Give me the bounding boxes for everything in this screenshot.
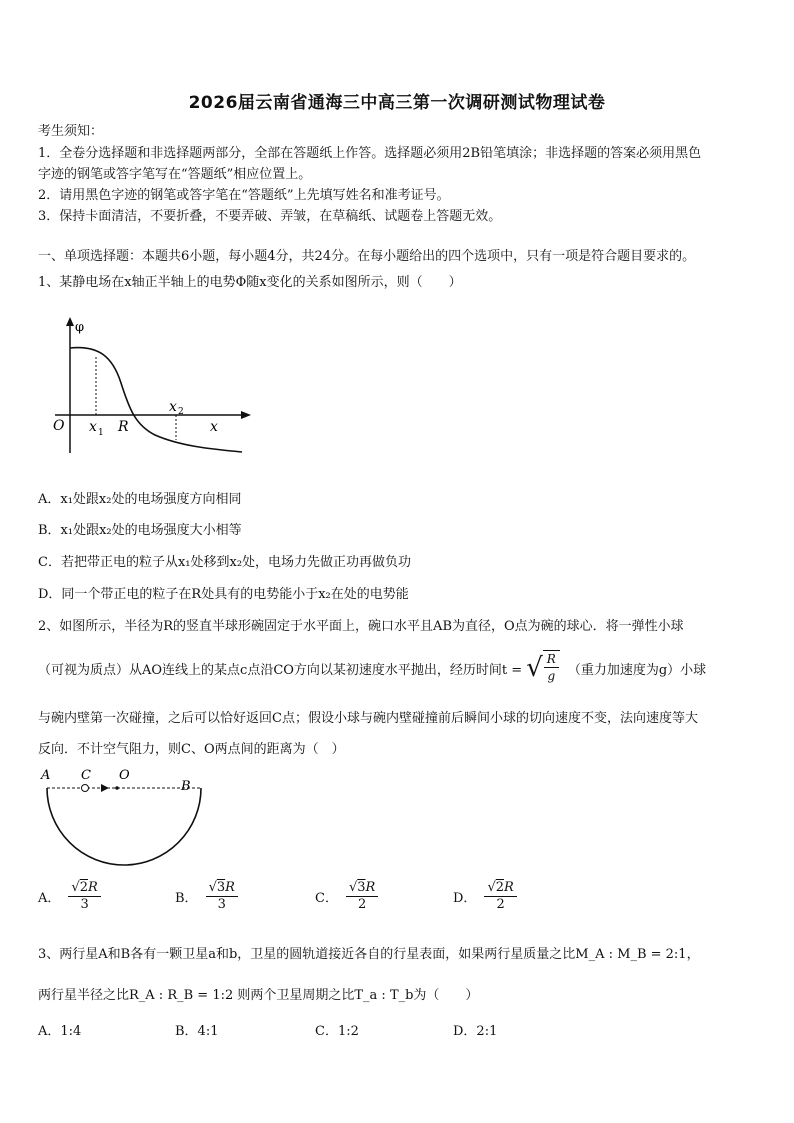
x1-label: x [89, 419, 97, 435]
page-title: 2026届云南省通海三中高三第一次调研测试物理试卷 [188, 93, 606, 113]
r-label: R [118, 419, 129, 435]
point-b-label: B [181, 779, 191, 794]
option-letter: D． [453, 891, 477, 906]
notice-heading: 考生须知： [38, 124, 104, 139]
sqrt-denominator: g [547, 669, 556, 683]
q1-option-d: D．同一个带正电的粒子在R处具有的电势能小于x₂在处的电势能 [38, 587, 409, 602]
sqrt-formula: √ $\frac{R}{g}$ [526, 650, 560, 686]
q1-option-c: C．若把带正电的粒子从x₁处移到x₂处，电场力先做正功再做负功 [38, 555, 412, 570]
question-2-line-1: 2、如图所示，半径为R的竖直半球形碗固定于水平面上，碗口水平且AB为直径，O点为碗的球心．将一弹性小球 [38, 619, 684, 634]
x-axis-label: x [210, 419, 218, 435]
q3-option-b: B．4:1 [175, 1024, 219, 1039]
point-a-label: A [41, 768, 51, 783]
potential-graph [45, 313, 255, 463]
q2-option-a [38, 880, 101, 913]
question-1-stem: 1、某静电场在x轴正半轴上的电势Φ随x变化的关系如图所示，则（ ） [38, 275, 462, 290]
point-c-label: C [81, 768, 91, 783]
question-3-line-1: 3、两行星A和B各有一颗卫星a和b，卫星的圆轨道接近各自的行星表面，如果两行星质量之比M_A : M_B = 2:1， [38, 947, 700, 962]
q3-option-a: A．1:4 [38, 1024, 82, 1039]
q2-text-a: （可视为质点）从AO连线上的某点c点沿CO方向以某初速度水平抛出，经历时间t = [38, 662, 523, 678]
question-2-line-4: 反向．不计空气阻力，则C、O两点间的距离为（ ） [38, 742, 345, 757]
option-letter: B． [175, 891, 198, 906]
question-2-line-2 [38, 650, 706, 686]
x2-subscript: 2 [178, 407, 184, 417]
q1-option-b: B．x₁处跟x₂处的电场强度大小相等 [38, 523, 242, 538]
q2-options [38, 880, 758, 920]
option-fraction: $\frac{√3R}{2}$ [346, 880, 378, 913]
x2-label: x [169, 399, 177, 415]
option-fraction: $\frac{√2R}{3}$ [68, 880, 100, 913]
notice-item-3: 3．保持卡面清洁，不要折叠，不要弄破、弄皱，在草稿纸、试题卷上答题无效。 [38, 209, 502, 224]
option-fraction: $\frac{√2R}{2}$ [484, 880, 516, 913]
q2-option-b [175, 880, 238, 913]
notice-item-1-cont: 字迹的钢笔或答字笔写在“答题纸”相应位置上。 [38, 167, 312, 182]
x1-subscript: 1 [98, 428, 104, 438]
bowl-diagram [35, 765, 210, 875]
notice-item-1: 1．全卷分选择题和非选择题两部分，全部在答题纸上作答。选择题必须用2B铅笔填涂；非选择题的答案必须用黑色 [38, 146, 702, 161]
point-o-label: O [119, 768, 130, 783]
option-letter: A． [38, 891, 61, 906]
notice-item-2: 2．请用黑色字迹的钢笔或答字笔在“答题纸”上先填写姓名和准考证号。 [38, 188, 450, 203]
sqrt-numerator: R [544, 651, 559, 668]
section-heading: 一、单项选择题：本题共6小题，每小题4分，共24分。在每小题给出的四个选项中，只有一项是符合题目要求的。 [38, 249, 696, 264]
origin-label: O [53, 418, 65, 434]
q3-option-c: C．1:2 [315, 1024, 359, 1039]
q3-option-d: D．2:1 [453, 1024, 498, 1039]
question-3-line-2: 两行星半径之比R_A : R_B = 1:2 则两个卫星周期之比T_a : T_b为（ ） [38, 988, 479, 1003]
option-fraction: $\frac{√3R}{3}$ [206, 880, 238, 913]
option-letter: C． [315, 891, 338, 906]
q2-option-c [315, 880, 378, 913]
phi-label: φ [75, 320, 85, 335]
q2-text-b: （重力加速度为g）小球 [567, 662, 707, 678]
q2-option-d [453, 880, 517, 913]
q1-option-a: A．x₁处跟x₂处的电场强度方向相同 [38, 492, 242, 507]
question-2-line-3: 与碗内壁第一次碰撞，之后可以恰好返回C点；假设小球与碗内壁碰撞前后瞬间小球的切向速度不变，法向速度等大 [38, 711, 698, 726]
